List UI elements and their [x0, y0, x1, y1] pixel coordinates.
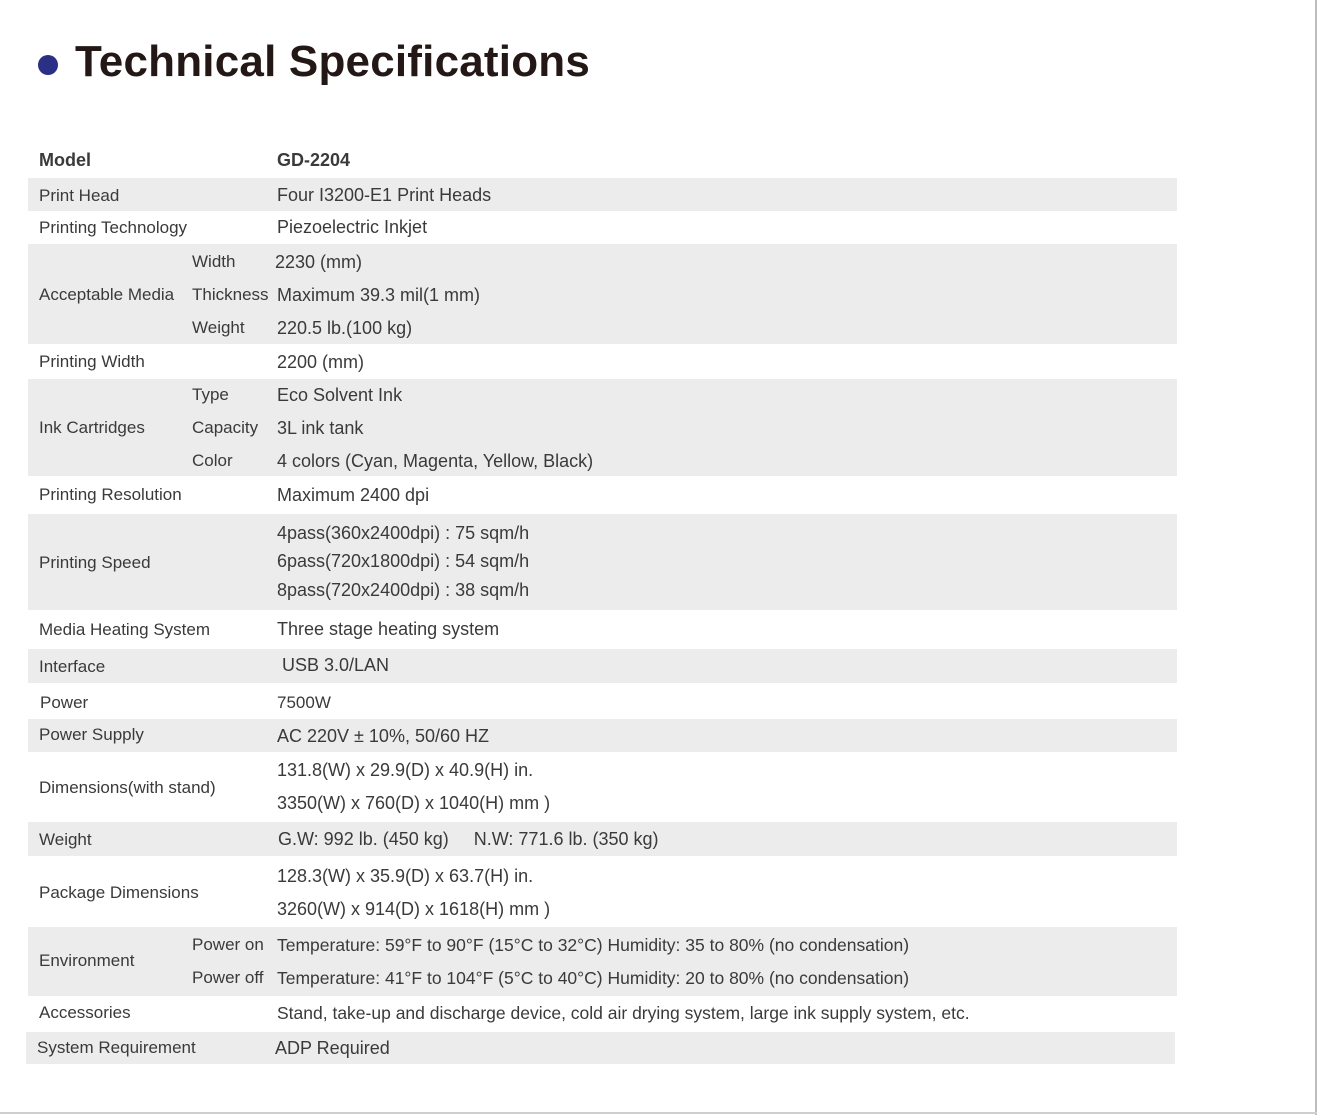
spec-label: Power: [40, 693, 89, 712]
spec-value-line: 131.8(W) x 29.9(D) x 40.9(H) in.: [277, 760, 534, 780]
spec-value: Eco Solvent Ink: [277, 385, 403, 405]
spec-sublabel: Type: [192, 385, 229, 404]
spec-value-line: 6pass(720x1800dpi) : 54 sqm/h: [277, 551, 530, 571]
spec-label: Model: [39, 150, 91, 170]
spec-label: Environment: [39, 951, 135, 970]
bullet-icon: [38, 55, 58, 75]
spec-label: Package Dimensions: [39, 883, 199, 902]
spec-value: Temperature: 59°F to 90°F (15°C to 32°C) Humidity: 35 to 80% (no condensation): [277, 935, 910, 955]
spec-label: Media Heating System: [39, 620, 211, 639]
spec-table: [28, 143, 1177, 1064]
spec-value-line: 3260(W) x 914(D) x 1618(H) mm ): [277, 899, 551, 919]
spec-value: 220.5 lb.(100 kg): [277, 318, 413, 338]
page-bottom-border: [0, 1112, 1317, 1114]
spec-value: Maximum 39.3 mil(1 mm): [277, 285, 481, 305]
spec-row-model: [28, 143, 1177, 178]
spec-label: Weight: [39, 830, 92, 849]
spec-row-printing-technology: [28, 211, 1177, 244]
page-title: Technical Specifications: [75, 37, 591, 86]
spec-value: Temperature: 41°F to 104°F (5°C to 40°C) Humidity: 20 to 80% (no condensation): [277, 968, 910, 988]
spec-label: Ink Cartridges: [39, 418, 145, 437]
spec-row-ink-cartridges: [28, 379, 1177, 476]
spec-row-power: [28, 683, 1177, 719]
spec-value: Piezoelectric Inkjet: [277, 217, 428, 237]
spec-value: USB 3.0/LAN: [282, 655, 390, 675]
spec-row-dimensions: [28, 752, 1177, 822]
spec-value-line: 4pass(360x2400dpi) : 75 sqm/h: [277, 523, 530, 543]
spec-row-printing-speed: [28, 514, 1177, 610]
spec-label: Printing Technology: [39, 218, 188, 237]
spec-row-accessories: [28, 996, 1177, 1032]
spec-sublabel: Thickness: [192, 285, 269, 304]
spec-row-environment: [28, 927, 1177, 996]
spec-value: 7500W: [277, 693, 331, 712]
spec-row-acceptable-media: [28, 244, 1177, 344]
spec-sublabel: Power on: [192, 935, 264, 954]
spec-value: AC 220V ± 10%, 50/60 HZ: [277, 726, 489, 746]
spec-label: Print Head: [39, 186, 120, 205]
spec-label: System Requirement: [37, 1038, 196, 1057]
spec-value: ADP Required: [275, 1038, 390, 1058]
spec-value: Stand, take-up and discharge device, cold air drying system, large ink supply system, etc.: [277, 1003, 970, 1023]
section-header: [38, 34, 590, 90]
spec-label: Printing Speed: [39, 553, 151, 572]
spec-label: Acceptable Media: [39, 285, 175, 304]
spec-value: Maximum 2400 dpi: [277, 485, 430, 505]
spec-sublabel: Capacity: [192, 418, 259, 437]
spec-sublabel: Color: [192, 451, 233, 470]
spec-row-print-head: [28, 178, 1177, 211]
spec-label: Power Supply: [39, 725, 144, 744]
page-right-border: [1315, 0, 1317, 1115]
spec-value: Four I3200-E1 Print Heads: [277, 185, 492, 205]
spec-row-weight: [28, 822, 1177, 856]
spec-value-line: 3350(W) x 760(D) x 1040(H) mm ): [277, 793, 551, 813]
spec-sublabel: Width: [192, 252, 236, 271]
spec-row-power-supply: [28, 719, 1177, 752]
spec-value: 2230 (mm): [275, 252, 363, 272]
spec-sublabel: Weight: [192, 318, 245, 337]
spec-value: 3L ink tank: [277, 418, 364, 438]
spec-label: Dimensions(with stand): [39, 778, 216, 797]
spec-value: 2200 (mm): [277, 352, 365, 372]
spec-value-line: 128.3(W) x 35.9(D) x 63.7(H) in.: [277, 866, 534, 886]
spec-value: G.W: 992 lb. (450 kg) N.W: 771.6 lb. (350 kg): [278, 829, 659, 849]
spec-row-media-heating: [28, 610, 1177, 649]
spec-row-system-requirement: [26, 1032, 1175, 1064]
spec-value: GD-2204: [277, 150, 351, 170]
spec-label: Printing Resolution: [39, 485, 182, 504]
spec-sublabel: Power off: [192, 968, 264, 987]
spec-label: Printing Width: [39, 352, 145, 371]
spec-value: 4 colors (Cyan, Magenta, Yellow, Black): [277, 451, 594, 471]
spec-row-printing-width: [28, 344, 1177, 379]
spec-value-line: 8pass(720x2400dpi) : 38 sqm/h: [277, 580, 530, 600]
spec-row-printing-resolution: [28, 476, 1177, 514]
spec-value: Three stage heating system: [277, 619, 500, 639]
spec-label: Accessories: [39, 1003, 131, 1022]
spec-label: Interface: [39, 657, 106, 676]
spec-row-package-dimensions: [28, 856, 1177, 927]
spec-row-interface: [28, 649, 1177, 683]
